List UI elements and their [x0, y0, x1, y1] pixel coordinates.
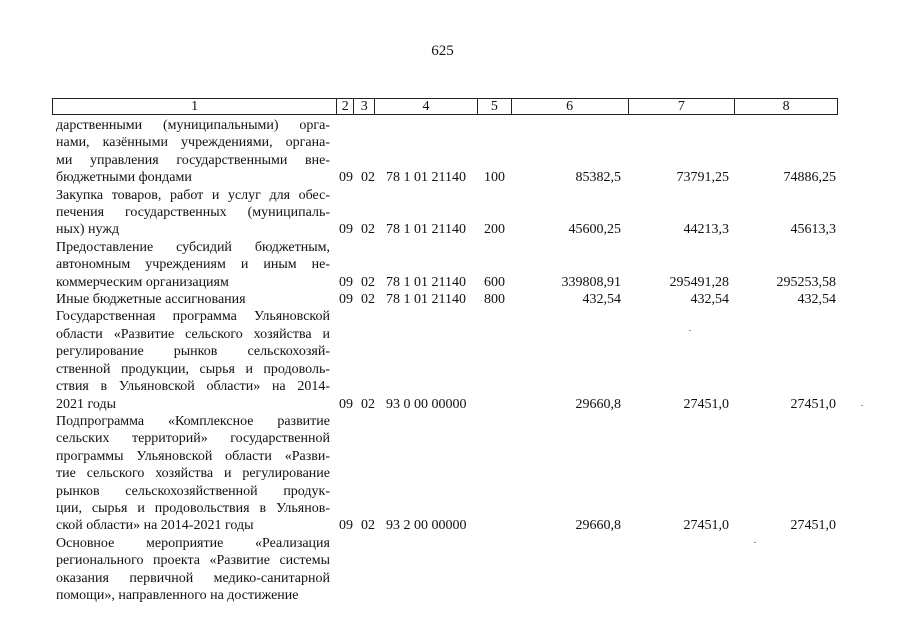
table-row — [0, 239, 905, 291]
row-name-line: автономным учреждениям и иным не- — [56, 257, 330, 273]
row-name-line: ных) нужд — [56, 222, 120, 238]
row-name-line: тие сельского хозяйства и регулирование — [56, 466, 330, 482]
row-name-line: Подпрограмма «Комплексное развитие — [56, 413, 330, 429]
subsection-code: 02 — [361, 222, 375, 238]
section-code: 09 — [339, 396, 353, 412]
amount-year-2: 295491,28 — [669, 274, 729, 290]
header-col-5: 5 — [477, 99, 511, 114]
row-name-line: Государственная программа Ульяновской — [56, 309, 330, 325]
row-name-line: программы Ульяновской области «Разви- — [56, 448, 330, 464]
subsection-code: 02 — [361, 396, 375, 412]
section-code: 09 — [339, 518, 353, 534]
table-row — [0, 535, 905, 605]
row-name-line: печения государственных (муниципаль- — [56, 205, 330, 221]
target-article-code: 93 2 00 00000 — [386, 518, 467, 534]
header-col-7: 7 — [628, 99, 735, 114]
table-row — [0, 413, 905, 535]
row-name-line: помощи», направленного на достижение — [56, 587, 299, 603]
row-name-line: области «Развитие сельского хозяйства и — [56, 326, 330, 342]
scan-speck — [754, 542, 756, 543]
row-name-line: оказания первичной медико-санитарной — [56, 570, 330, 586]
amount-year-3: 27451,0 — [790, 518, 836, 534]
row-cells — [0, 517, 905, 534]
expense-type-code: 800 — [484, 292, 505, 308]
amount-year-1: 85382,5 — [575, 170, 621, 186]
row-name-line: Иные бюджетные ассигнования — [56, 292, 246, 308]
row-name-line: дарственными (муниципальными) орга- — [56, 118, 330, 133]
target-article-code: 78 1 01 21140 — [386, 170, 466, 186]
subsection-code: 02 — [361, 518, 375, 534]
row-cells — [0, 587, 905, 604]
row-name-line: рынков сельскохозяйственной продук- — [56, 483, 330, 499]
row-name-line: Основное мероприятие «Реализация — [56, 535, 330, 551]
amount-year-3: 27451,0 — [790, 396, 836, 412]
section-code: 09 — [339, 292, 353, 308]
amount-year-3: 432,54 — [797, 292, 836, 308]
table-row — [0, 291, 905, 308]
section-code: 09 — [339, 222, 353, 238]
amount-year-1: 339808,91 — [561, 274, 621, 290]
amount-year-2: 27451,0 — [683, 518, 729, 534]
table-row — [0, 117, 905, 187]
row-name-line: сельских территорий» государственной — [56, 431, 330, 447]
header-col-8: 8 — [734, 99, 837, 114]
header-col-3: 3 — [353, 99, 374, 114]
table-body — [0, 117, 905, 604]
amount-year-1: 432,54 — [582, 292, 621, 308]
expense-type-code: 600 — [484, 274, 505, 290]
subsection-code: 02 — [361, 170, 375, 186]
header-col-6: 6 — [511, 99, 628, 114]
scan-speck — [861, 405, 863, 406]
amount-year-1: 29660,8 — [575, 518, 621, 534]
expense-type-code: 100 — [484, 170, 505, 186]
amount-year-1: 29660,8 — [575, 396, 621, 412]
row-name-line: ции, сырья и продовольствия в Ульянов- — [56, 500, 330, 516]
row-cells — [0, 169, 905, 186]
row-name-line: нами, казёнными учреждениями, органа- — [56, 135, 330, 151]
row-name-line: регионального проекта «Развитие системы — [56, 553, 330, 569]
subsection-code: 02 — [361, 292, 375, 308]
row-cells — [0, 291, 905, 308]
target-article-code: 78 1 01 21140 — [386, 274, 466, 290]
row-name-line: регулирование рынков сельскохозяй- — [56, 344, 330, 360]
section-code: 09 — [339, 170, 353, 186]
header-col-4: 4 — [374, 99, 477, 114]
target-article-code: 78 1 01 21140 — [386, 292, 466, 308]
row-name-line: бюджетными фондами — [56, 170, 192, 186]
amount-year-3: 295253,58 — [776, 274, 836, 290]
amount-year-3: 74886,25 — [783, 170, 836, 186]
header-col-2: 2 — [336, 99, 353, 114]
table-header — [52, 98, 838, 115]
amount-year-1: 45600,25 — [568, 222, 621, 238]
page-number: 625 — [431, 43, 454, 59]
table-row — [0, 308, 905, 412]
amount-year-2: 432,54 — [690, 292, 729, 308]
section-code: 09 — [339, 274, 353, 290]
row-cells — [0, 274, 905, 291]
amount-year-3: 45613,3 — [790, 222, 836, 238]
row-name-line: Предоставление субсидий бюджетным, — [56, 239, 330, 255]
subsection-code: 02 — [361, 274, 375, 290]
target-article-code: 93 0 00 00000 — [386, 396, 467, 412]
amount-year-2: 73791,25 — [676, 170, 729, 186]
row-name-line: коммерческим организациям — [56, 274, 229, 290]
row-name-line: ской области» на 2014-2021 годы — [56, 518, 254, 534]
row-name-line: ствия в Ульяновской области» на 2014- — [56, 379, 330, 395]
expense-type-code: 200 — [484, 222, 505, 238]
header-col-1: 1 — [191, 99, 199, 114]
row-cells — [0, 221, 905, 238]
row-name-line: Закупка товаров, работ и услуг для обес- — [56, 187, 330, 203]
row-name-line: 2021 годы — [56, 396, 117, 412]
amount-year-2: 44213,3 — [683, 222, 729, 238]
table-row — [0, 187, 905, 239]
scan-speck — [689, 330, 691, 331]
amount-year-2: 27451,0 — [683, 396, 729, 412]
row-name-line: ственной продукции, сырья и продоволь- — [56, 361, 330, 377]
row-cells — [0, 396, 905, 413]
row-name-line: ми управления государственными вне- — [56, 152, 330, 168]
target-article-code: 78 1 01 21140 — [386, 222, 466, 238]
